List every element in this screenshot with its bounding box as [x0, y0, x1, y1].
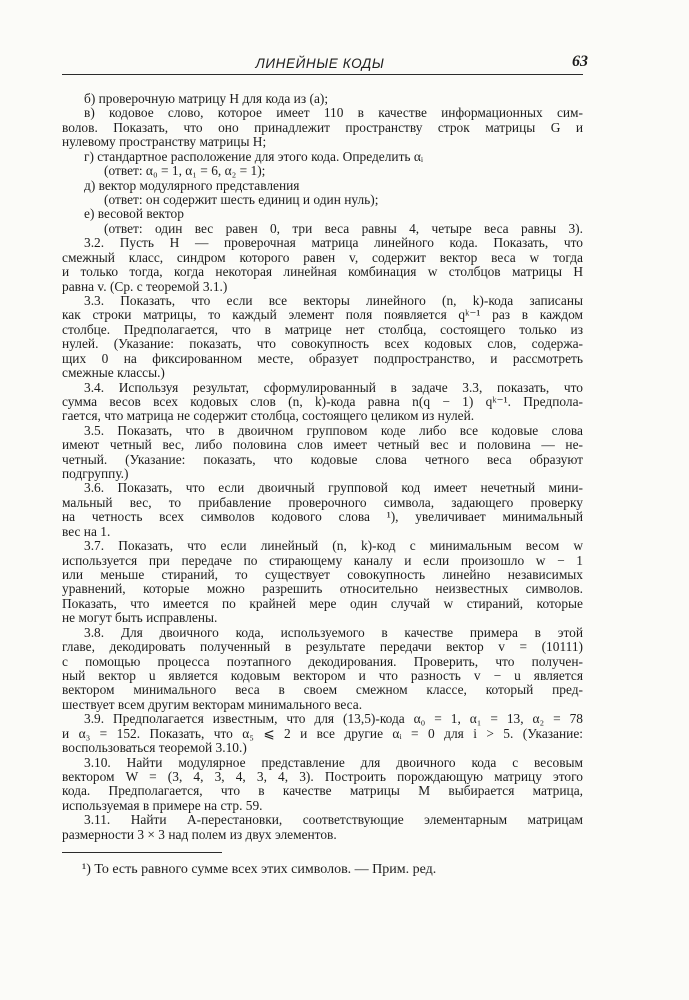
text-line: ный вектор u является кодовым вектором и что разность v − u является	[62, 667, 583, 683]
running-header-title: ЛИНЕЙНЫЕ КОДЫ	[255, 56, 385, 71]
text-line: (ответ: один вес равен 0, три веса равны 4, четыре веса равны 3).	[104, 220, 583, 236]
text-line: кода. Предполагается, что в качестве матрицы M выбирается матрица,	[62, 783, 583, 799]
text-line: (ответ: он содержит шесть единиц и один нуль);	[104, 192, 379, 207]
text-line: г) стандартное расположение для этого кода. Определить αᵢ	[84, 148, 424, 164]
text-line: (ответ: α₀ = 1, α₁ = 6, α₂ = 1);	[104, 163, 266, 179]
text-line: вектором минимального веса в своем смежном классе, который пред-	[62, 682, 583, 698]
text-line: с помощью процесса поэтапного декодирования. Проверить, что получен-	[62, 653, 583, 669]
text-line: в) кодовое слово, которое имеет 110 в качестве информационных сим-	[84, 105, 583, 121]
text-line: или меньше стираний, то существует совокупность линейно независимых	[62, 567, 583, 582]
text-line: сумма весов всех кодовых слов (n, k)-кода равна n(q − 1) qᵏ⁻¹. Предпола-	[62, 393, 583, 409]
text-line: смежный класс, синдром которого равен v, содержит вектор веса w тогда	[62, 249, 583, 265]
text-line: шествует всем другим векторам минимального веса.	[62, 696, 363, 712]
text-line: 3.11. Найти A-перестановки, соответствующие элементарным матрицам	[84, 812, 583, 828]
text-line: вектором W = (3, 4, 3, 4, 3, 4, 3). Построить порождающую матрицу этого	[62, 768, 583, 784]
text-line: д) вектор модулярного представления	[84, 177, 300, 193]
text-line: четный. (Указание: показать, что кодовые слова четного веса образуют	[62, 451, 583, 467]
text-line: 3.7. Показать, что если линейный (n, k)-код с минимальным весом w	[84, 538, 583, 554]
text-line: нулевому пространству матрицы H;	[62, 134, 267, 150]
text-line: вес на 1.	[62, 523, 111, 539]
text-line: волов. Показать, что оно принадлежит пространству строк матрицы G и	[62, 119, 583, 135]
text-line: 3.4. Используя результат, сформулированный в задаче 3.3, показать, что	[84, 379, 583, 395]
text-line: главе, декодировать полученный в результате передачи вектор v = (10111)	[62, 639, 583, 655]
text-line: 3.5. Показать, что в двоичном групповом коде либо все кодовые слова	[84, 422, 583, 438]
text-line: как строки матрицы, то каждый элемент поля появляется qᵏ⁻¹ раз в каждом	[62, 307, 583, 323]
text-line: имеют четный вес, либо половина слов имеет четный вес и половина — не-	[62, 437, 583, 453]
text-line: смежные классы.)	[62, 365, 165, 380]
text-line: воспользоваться теоремой 3.10.)	[62, 740, 247, 755]
page-number: 63	[572, 53, 588, 70]
text-line: Показать, что имеется по крайней мере один случай w стираний, которые	[62, 595, 583, 611]
text-line: 3.9. Предполагается известным, что для (13,5)-кода α₀ = 1, α₁ = 13, α₂ = 78	[84, 711, 583, 727]
text-line: е) весовой вектор	[84, 206, 184, 222]
text-line: щих 0 на фиксированном месте, образует подпространство, и рассмотреть	[62, 350, 583, 366]
text-line: и только тогда, когда некоторая линейная комбинация w столбцов матрицы H	[62, 264, 583, 280]
text-line: на четность всех символов кодового слова ¹), увеличивает минимальный	[62, 509, 583, 525]
text-line: 3.8. Для двоичного кода, используемого в качестве примера в этой	[84, 624, 583, 640]
text-line: 3.10. Найти модулярное представление для двоичного кода с весовым	[84, 754, 583, 770]
text-line: используемая в примере на стр. 59.	[62, 797, 263, 813]
text-line: используется при передаче по стирающему каналу и если произошло w − 1	[62, 552, 583, 568]
header-rule	[62, 74, 583, 75]
text-line: б) проверочную матрицу H для кода из (а);	[84, 91, 329, 106]
text-line: равна v. (Ср. с теоремой 3.1.)	[62, 278, 228, 294]
text-line: уравнений, которые можно разрешить относительно неизвестных символов.	[62, 581, 583, 597]
footnote: ¹) То есть равного сумме всех этих символов. — Прим. ред.	[82, 862, 437, 877]
text-line: 3.6. Показать, что если двоичный групповой код имеет нечетный мини-	[84, 480, 583, 496]
text-line: 3.3. Показать, что если все векторы линейного (n, k)-кода записаны	[84, 292, 583, 308]
text-line: не могут быть исправлены.	[62, 610, 218, 626]
text-line: 3.2. Пусть H — проверочная матрица линейного кода. Показать, что	[84, 235, 583, 251]
text-line: нулей. (Указание: показать, что совокупность всех кодовых слов, содержа-	[62, 336, 583, 352]
footnote-rule	[62, 852, 222, 853]
text-line: мальный вес, то прибавление проверочного символа, задающего проверку	[62, 494, 583, 510]
text-line: гается, что матрица не содержит столбца, состоящего целиком из нулей.	[62, 408, 475, 424]
text-line: столбце. Предполагается, что в матрице нет столбца, состоящего только из	[62, 321, 583, 337]
text-line: подгруппу.)	[62, 466, 129, 481]
text-line: размерности 3 × 3 над полем из двух элементов.	[62, 826, 337, 842]
text-line: и α₃ = 152. Показать, что α₅ ⩽ 2 и все другие αᵢ = 0 для i > 5. (Указание:	[62, 725, 583, 741]
